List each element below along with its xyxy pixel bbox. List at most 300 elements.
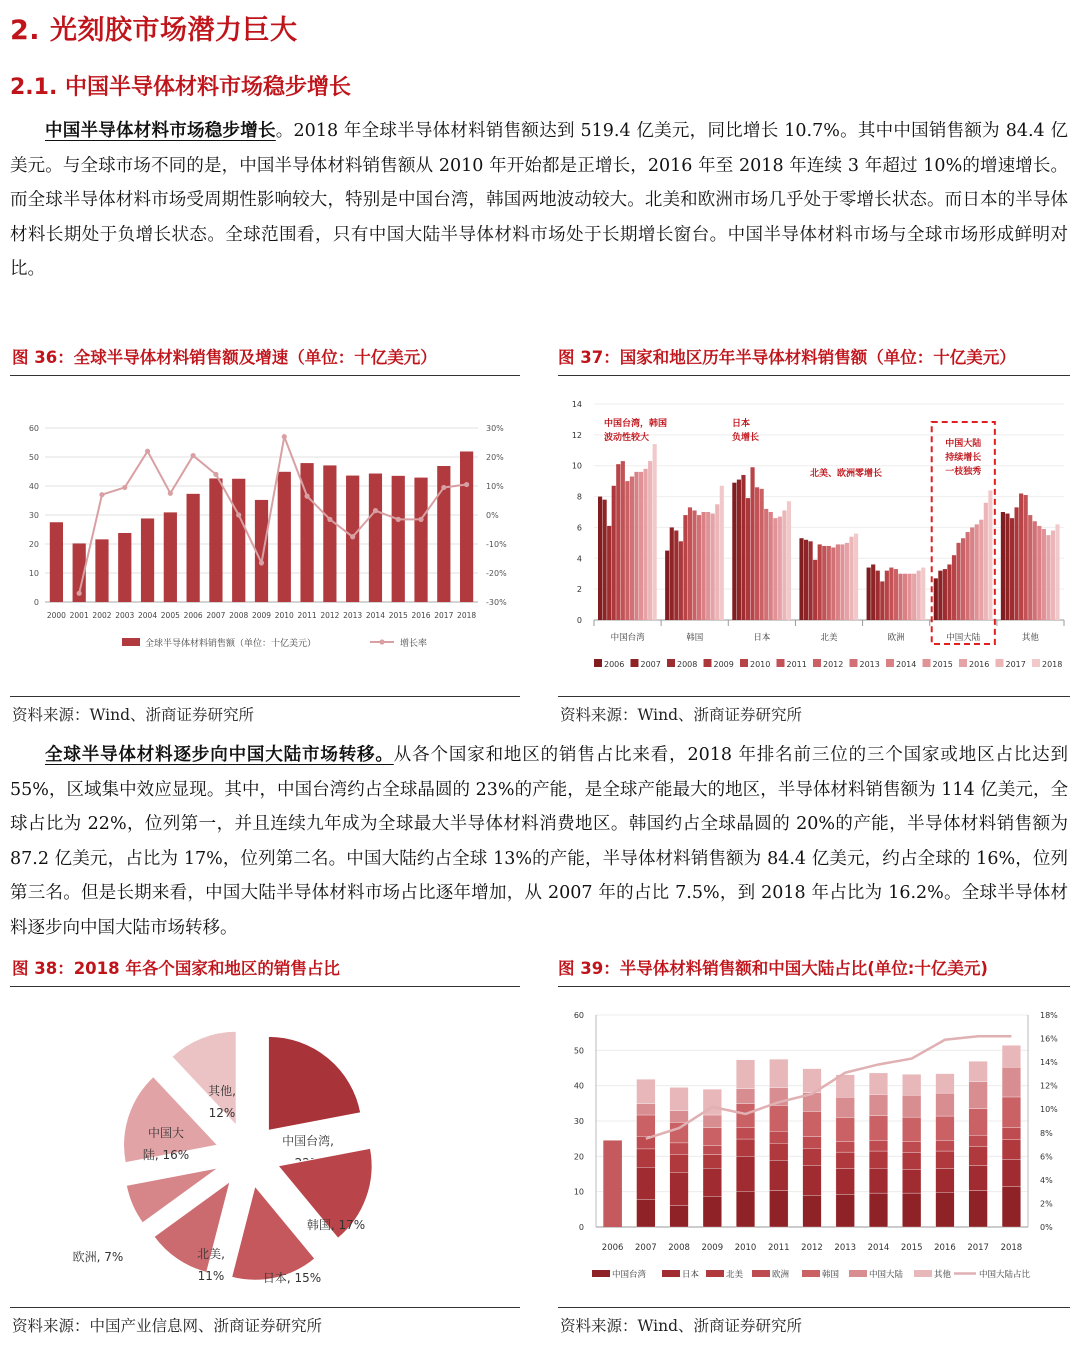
bar (782, 510, 786, 620)
bar (679, 541, 683, 620)
x-tick-label: 2009 (251, 611, 272, 620)
stack-segment (836, 1169, 855, 1194)
x-tick-label: 2014 (365, 611, 385, 620)
x-tick-label: 2000 (46, 611, 66, 620)
bar (988, 490, 992, 620)
bar (979, 520, 983, 620)
stack-segment (1002, 1187, 1021, 1227)
bar (95, 539, 108, 602)
y-right-tick-label: -10% (486, 540, 507, 549)
stack-segment (670, 1087, 689, 1110)
bar (912, 574, 916, 620)
growth-point (282, 434, 287, 439)
stack-segment (936, 1151, 955, 1169)
y-tick-label: 8 (576, 492, 582, 502)
y-left-tick-label: 60 (28, 424, 39, 433)
x-tick-label: 2013 (343, 611, 363, 620)
bar (639, 472, 643, 620)
annotation-text: 北美、欧洲零增长 (810, 469, 883, 479)
bar (799, 538, 803, 620)
growth-point (373, 508, 378, 513)
figure-37-top-rule (558, 375, 1070, 376)
bar (630, 477, 634, 620)
x-tick-label: 2010 (274, 611, 294, 620)
stack-segment (836, 1097, 855, 1117)
x-tick-label: 2013 (834, 1243, 857, 1253)
legend-swatch (667, 659, 675, 667)
stack-segment (637, 1104, 656, 1115)
growth-point (168, 491, 173, 496)
bar (746, 498, 750, 620)
x-tick-label: 2005 (160, 611, 180, 620)
stack-segment (637, 1115, 656, 1136)
bar (947, 564, 951, 620)
legend-swatch (777, 659, 785, 667)
x-tick-label: 2002 (92, 611, 112, 620)
stack-segment (1002, 1128, 1021, 1140)
bar (871, 564, 875, 620)
bar (607, 526, 611, 620)
share-line (646, 1036, 1012, 1138)
bar (755, 487, 759, 620)
paragraph-2-lead: 全球半导体材料逐步向中国大陆市场转移。 (45, 745, 394, 765)
annotation-text: 一枝独秀 (945, 467, 982, 477)
legend-label: 日本 (682, 1270, 700, 1280)
bar (50, 522, 63, 602)
legend-label: 2009 (713, 660, 734, 669)
annotation-text: 中国大陆 (945, 439, 982, 449)
figure-38-title: 图 38：2018 年各个国家和地区的销售占比 (12, 959, 340, 978)
legend-marker-line (379, 639, 384, 644)
bar (876, 571, 880, 620)
stack-segment (803, 1165, 822, 1195)
y-left-tick-label: 0 (33, 598, 39, 607)
bar (460, 451, 473, 602)
legend-label: 2008 (677, 660, 698, 669)
legend-swatch (802, 1270, 820, 1277)
legend-label: 2011 (786, 660, 807, 669)
bar (648, 461, 652, 620)
growth-point (145, 449, 150, 454)
pie-slice (268, 1036, 360, 1130)
bar (889, 568, 893, 620)
y-tick-label: 14 (571, 400, 582, 409)
stack-segment (1002, 1160, 1021, 1187)
legend-label: 2017 (1005, 660, 1026, 669)
x-tick-label: 2011 (297, 611, 317, 620)
legend-label: 2015 (932, 660, 953, 669)
legend-swatch (631, 659, 639, 667)
bar (1015, 507, 1019, 620)
y-left-tick-label: 40 (28, 482, 39, 491)
stack-segment (769, 1191, 788, 1227)
stack-segment (936, 1093, 955, 1116)
bar (769, 512, 773, 620)
pie-slice (232, 1186, 315, 1280)
x-tick-label: 2012 (320, 611, 340, 620)
growth-point (77, 591, 82, 596)
x-tick-label: 2008 (668, 1243, 690, 1253)
growth-point (464, 482, 469, 487)
figure-37-title: 图 37：国家和地区历年半导体材料销售额（单位：十亿美元） (558, 348, 1016, 367)
bar (323, 465, 336, 602)
bar (813, 560, 817, 620)
x-tick-label: 2017 (967, 1243, 989, 1253)
growth-point (441, 485, 446, 490)
stack-segment (703, 1155, 722, 1169)
legend-swatch (1032, 659, 1040, 667)
bar (1037, 526, 1041, 620)
y-left-tick-label: 10 (28, 569, 39, 578)
x-tick-label: 2017 (434, 611, 454, 620)
legend-label: 中国台湾 (612, 1270, 647, 1280)
stack-segment (969, 1109, 988, 1136)
stack-segment (736, 1156, 755, 1191)
x-tick-label: 2018 (1000, 1243, 1023, 1253)
bar (720, 486, 724, 620)
x-tick-label: 2016 (411, 611, 431, 620)
stack-segment (703, 1196, 722, 1227)
stack-segment (902, 1095, 921, 1117)
legend-swatch (740, 659, 748, 667)
legend-label: 2010 (750, 660, 771, 669)
x-group-label: 北美 (820, 633, 838, 643)
stack-segment (637, 1079, 656, 1103)
bar (804, 540, 808, 620)
stack-segment (736, 1104, 755, 1128)
bar (1055, 524, 1059, 620)
bar (898, 574, 902, 620)
stack-segment (736, 1089, 755, 1104)
y-right-tick-label: 0% (486, 511, 499, 520)
figure-39-title: 图 39：半导体材料销售额和中国大陆占比(单位:十亿美元) (558, 959, 988, 978)
pie-label: 其他, (208, 1084, 236, 1098)
bar (867, 568, 871, 620)
bar (966, 532, 970, 620)
y-right-tick-label: 10% (486, 482, 504, 491)
bar (1024, 495, 1028, 620)
bar (625, 481, 629, 620)
bar (697, 515, 701, 620)
paragraph-2-text: 从各个国家和地区的销售占比来看，2018 年排名前三位的三个国家或地区占比达到 55%，区域集中效应显现。其中，中国台湾约占全球晶圆的 23%的产能，是全球产能最大的地区，半导体材料销售额为 114 亿美元，全球占比为 22%，位列第一，并且连续九年成为全球最大半导体材料消费地区。韩国约占全球晶圆的 20%的产能，半导体材料销售额为 87.2 亿美元，占比为 17%，位列第二名。中国大陆约占全球 13%的产能，半导体材料销售额为 84.4 亿美元，约占全球的 16%，位列第三名。但是长期来看，中国大陆半导体材料市场占比逐年增加，从 2007 年的占比 7.5%，到 2018 年占比为 16.2%。全球半导体材料逐步向中国大陆市场转移。 (10, 745, 1068, 938)
bar (1033, 521, 1037, 620)
x-group-label: 日本 (753, 633, 771, 643)
y-left-tick-label: 40 (573, 1081, 584, 1091)
bar (118, 533, 131, 602)
bar (840, 544, 844, 620)
bar (209, 478, 222, 602)
pie-label: 12% (208, 1106, 236, 1120)
stack-segment (637, 1167, 656, 1199)
growth-point (327, 517, 332, 522)
bar (961, 538, 965, 620)
bar (683, 515, 687, 620)
stack-segment (803, 1111, 822, 1136)
growth-point (213, 472, 218, 477)
y-left-tick-label: 10 (573, 1187, 584, 1197)
bar (885, 571, 889, 620)
x-group-label: 欧洲 (887, 633, 905, 643)
bar (164, 512, 177, 602)
x-tick-label: 2009 (701, 1243, 724, 1253)
legend-swatch (996, 659, 1004, 667)
legend-swatch (662, 1270, 680, 1277)
legend-label: 2006 (604, 660, 625, 669)
y-left-tick-label: 50 (28, 453, 39, 462)
stack-segment (902, 1142, 921, 1153)
paragraph-1 (10, 114, 1068, 287)
stack-segment (936, 1074, 955, 1093)
growth-point (350, 534, 355, 539)
stack-segment (869, 1168, 888, 1193)
figure-39-bottom-rule (558, 1307, 1070, 1308)
bar (1028, 515, 1032, 620)
bar (603, 1140, 622, 1227)
bar (943, 569, 947, 620)
stack-segment (936, 1140, 955, 1151)
x-tick-label: 2014 (867, 1243, 890, 1253)
x-tick-label: 2006 (183, 611, 203, 620)
stack-segment (836, 1194, 855, 1227)
stack-segment (670, 1122, 689, 1142)
stack-segment (1002, 1045, 1021, 1067)
x-tick-label: 2011 (767, 1243, 790, 1253)
legend-swatch (704, 659, 712, 667)
stack-segment (736, 1139, 755, 1156)
bar (921, 568, 925, 620)
x-group-label: 其他 (1021, 633, 1039, 643)
paragraph-1-text: 。2018 年全球半导体材料销售额达到 519.4 亿美元，同比增长 10.7%。其中中国销售额为 84.4 亿美元。与全球市场不同的是，中国半导体材料销售额从 2010 年开始都是正增长，2016 年至 2018 年连续 3 年超过 10%的增速增长。而全球半导体材料市场受周期性影响较大，特别是中国台湾，韩国两地波动较大。北美和欧洲市场几乎处于零增长状态。而日本的半导体材料长期处于负增长状态。全球范围看，只有中国大陆半导体材料市场处于长期增长窗台。中国半导体材料市场与全球市场形成鲜明对比。 (10, 121, 1068, 279)
y-right-tick-label: 6% (1040, 1152, 1053, 1162)
bar (818, 544, 822, 620)
legend-swatch (914, 1270, 932, 1277)
x-tick-label: 2007 (635, 1243, 657, 1253)
figure-38-bottom-rule (10, 1307, 520, 1308)
legend-label: 2012 (823, 660, 844, 669)
bar (984, 503, 988, 620)
y-left-tick-label: 0 (578, 1223, 584, 1232)
bar (934, 578, 938, 620)
stack-segment (969, 1082, 988, 1109)
bar (822, 546, 826, 620)
bar (1010, 518, 1014, 620)
bar (621, 461, 625, 620)
figure-39-chart (558, 1005, 1070, 1295)
stack-segment (902, 1117, 921, 1142)
legend-swatch (592, 1270, 610, 1277)
growth-point (259, 560, 264, 565)
bar (809, 541, 813, 620)
bar (880, 581, 884, 620)
figure-36-title: 图 36：全球半导体材料销售额及增速（单位：十亿美元） (12, 348, 437, 367)
y-left-tick-label: 30 (573, 1117, 584, 1126)
bar (1019, 493, 1023, 620)
growth-point (396, 517, 401, 522)
bar (836, 544, 840, 620)
legend-label: 2013 (859, 660, 880, 669)
stack-segment (703, 1115, 722, 1128)
x-tick-label: 2018 (457, 611, 477, 620)
annotation-text: 持续增长 (945, 453, 982, 463)
x-tick-label: 2003 (115, 611, 135, 620)
bar (369, 474, 382, 602)
growth-point (191, 453, 196, 458)
y-left-tick-label: 20 (28, 540, 39, 549)
bar (917, 571, 921, 620)
pie-label: 欧洲, 7% (72, 1250, 124, 1264)
stack-segment (803, 1148, 822, 1165)
stack-segment (769, 1131, 788, 1143)
stack-segment (869, 1073, 888, 1095)
x-tick-label: 2004 (138, 611, 158, 620)
pie-label: 日本, 15% (262, 1271, 322, 1285)
legend-label-line: 中国大陆占比 (979, 1270, 1031, 1280)
stack-segment (969, 1166, 988, 1191)
legend-label: 2007 (640, 660, 661, 669)
annotation-text: 中国台湾，韩国 (604, 419, 668, 429)
stack-segment (836, 1152, 855, 1169)
stack-segment (670, 1111, 689, 1123)
pie-label: 北美, (197, 1247, 225, 1261)
stack-segment (1002, 1097, 1021, 1128)
bar (688, 507, 692, 620)
bar (849, 537, 853, 620)
bar (750, 467, 754, 620)
bar (764, 509, 768, 620)
pie-label: 韩国, 17% (306, 1218, 366, 1232)
stack-segment (736, 1128, 755, 1139)
x-tick-label: 2007 (206, 611, 226, 620)
stack-segment (902, 1074, 921, 1095)
y-right-tick-label: 8% (1040, 1128, 1053, 1138)
figure-36-source: 资料来源：Wind、浙商证券研究所 (12, 706, 255, 724)
growth-point (304, 494, 309, 499)
figure-38-top-rule (10, 986, 520, 987)
bar (938, 571, 942, 620)
figure-39-source: 资料来源：Wind、浙商证券研究所 (560, 1317, 803, 1335)
pie-label: 中国台湾, (282, 1134, 334, 1148)
legend-label: 其他 (934, 1270, 952, 1280)
stack-segment (969, 1146, 988, 1165)
bar (141, 518, 154, 602)
legend-label: 北美 (726, 1270, 744, 1280)
stack-segment (869, 1095, 888, 1116)
y-tick-label: 4 (576, 554, 582, 564)
stack-segment (769, 1105, 788, 1131)
x-tick-label: 2012 (801, 1243, 823, 1253)
subsection-title: 2.1. 中国半导体材料市场稳步增长 (10, 75, 351, 100)
bar (845, 543, 849, 620)
legend-label-bar: 全球半导体材料销售额（单位：十亿美元） (145, 639, 317, 649)
stack-segment (969, 1135, 988, 1146)
stack-segment (936, 1192, 955, 1227)
x-tick-label: 2015 (900, 1243, 923, 1253)
x-group-label: 中国台湾 (610, 633, 645, 643)
y-right-tick-label: 12% (1040, 1081, 1058, 1091)
y-left-tick-label: 20 (573, 1152, 584, 1162)
figure-38-chart (10, 995, 520, 1295)
stack-segment (902, 1152, 921, 1169)
y-right-tick-label: 14% (1040, 1058, 1058, 1068)
figure-37-bottom-rule (558, 696, 1070, 697)
bar (278, 472, 291, 602)
stack-segment (670, 1205, 689, 1227)
annotation-text: 日本 (732, 419, 751, 429)
legend-label-line: 增长率 (400, 639, 428, 649)
stack-segment (902, 1193, 921, 1227)
legend-label: 欧洲 (772, 1270, 790, 1280)
stack-segment (836, 1141, 855, 1152)
bar (665, 551, 669, 620)
bar (670, 527, 674, 620)
legend-swatch-bar (122, 638, 140, 646)
stack-segment (670, 1154, 689, 1172)
paragraph-2 (10, 738, 1068, 945)
bar (616, 464, 620, 620)
paragraph-1-lead: 中国半导体材料市场稳步增长 (45, 121, 276, 141)
bar (741, 475, 745, 620)
legend-label: 2014 (896, 660, 917, 669)
bar (1046, 535, 1050, 620)
y-right-tick-label: 0% (1040, 1223, 1053, 1232)
stack-segment (670, 1143, 689, 1154)
figure-37-chart (558, 392, 1070, 677)
annotation-text: 波动性较大 (604, 433, 650, 443)
y-right-tick-label: -30% (486, 598, 507, 607)
bar (827, 546, 831, 620)
stack-segment (703, 1146, 722, 1155)
bar (702, 512, 706, 620)
legend-swatch (849, 1270, 867, 1277)
y-left-tick-label: 50 (573, 1046, 584, 1056)
y-right-tick-label: 20% (486, 453, 504, 462)
legend-swatch (594, 659, 602, 667)
bar (1001, 512, 1005, 620)
bar (952, 555, 956, 620)
legend-label: 2018 (1042, 660, 1063, 669)
pie-label: 11% (197, 1269, 225, 1283)
legend-label: 韩国 (822, 1270, 840, 1280)
stack-segment (969, 1061, 988, 1081)
legend-swatch (886, 659, 894, 667)
legend-swatch (850, 659, 858, 667)
y-right-tick-label: 16% (1040, 1034, 1058, 1044)
bar (232, 479, 245, 602)
bar (612, 486, 616, 620)
stack-segment (637, 1149, 656, 1167)
legend-swatch (959, 659, 967, 667)
figure-37-source: 资料来源：Wind、浙商证券研究所 (560, 706, 803, 724)
y-tick-label: 2 (576, 585, 582, 595)
x-group-label: 韩国 (686, 633, 704, 643)
figure-36-bottom-rule (10, 696, 520, 697)
bar (1051, 531, 1055, 620)
bar (787, 501, 791, 620)
bar (392, 476, 405, 602)
stack-segment (869, 1116, 888, 1141)
bar (854, 534, 858, 620)
pie-label: 陆, 16% (142, 1148, 190, 1162)
stack-segment (1002, 1067, 1021, 1097)
stack-segment (803, 1195, 822, 1227)
growth-point (122, 485, 127, 490)
y-left-tick-label: 30 (28, 511, 39, 520)
bar (956, 543, 960, 620)
legend-swatch (923, 659, 931, 667)
x-group-label: 中国大陆 (946, 633, 981, 643)
stack-segment (703, 1128, 722, 1146)
bar (778, 517, 782, 620)
